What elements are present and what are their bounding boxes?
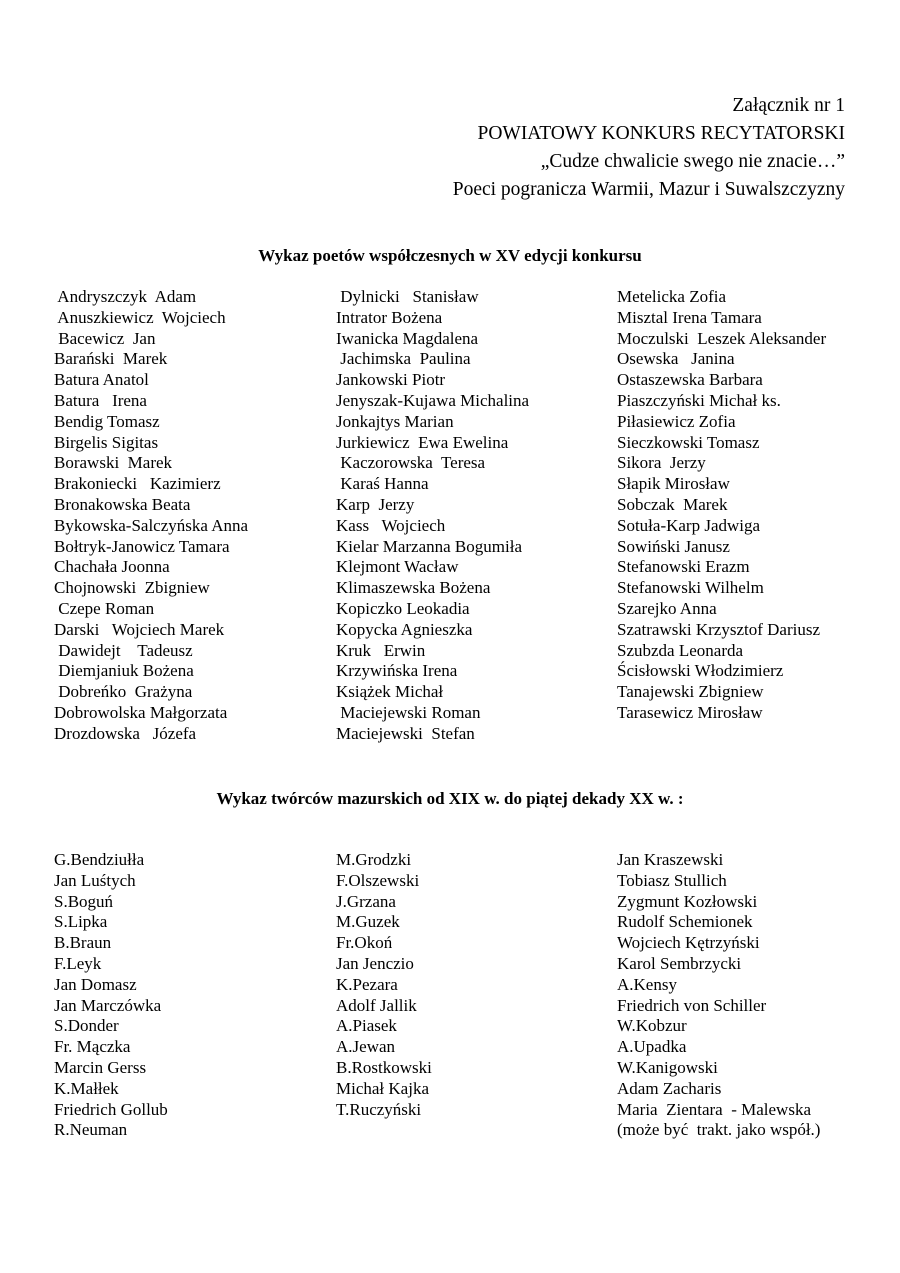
- contest-motto: „Cudze chwalicie swego nie znacie…”: [540, 151, 845, 172]
- name-list-item: Friedrich von Schiller: [617, 995, 767, 1015]
- name-list-item: J.Grzana: [336, 891, 396, 911]
- name-list-item: R.Neuman: [54, 1120, 128, 1140]
- masurian-authors-column-3: [617, 850, 820, 1141]
- name-list-item: F.Leyk: [54, 953, 102, 973]
- name-list-item: Zygmunt Kozłowski: [617, 891, 758, 911]
- name-list-item: Andryszczyk Adam: [54, 287, 197, 306]
- name-list-item: Sobczak Marek: [617, 494, 728, 514]
- name-list-item: Misztal Irena Tamara: [617, 307, 762, 327]
- name-list-item: Kielar Marzanna Bogumiła: [336, 536, 522, 556]
- name-list-item: Osewska Janina: [617, 349, 735, 369]
- name-list-item: Piłasiewicz Zofia: [617, 411, 736, 431]
- name-list-item: Stefanowski Erazm: [617, 557, 750, 577]
- document-header: [453, 92, 845, 204]
- name-list-item: W.Kanigowski: [617, 1057, 718, 1077]
- name-list-item: Tarasewicz Mirosław: [617, 702, 763, 722]
- name-list-item: A.Piasek: [336, 1016, 397, 1036]
- name-list-item: Adam Zacharis: [617, 1078, 722, 1098]
- name-list-item: Sieczkowski Tomasz: [617, 432, 760, 452]
- name-list-item: Bacewicz Jan: [54, 328, 156, 348]
- name-list-item: Książek Michał: [336, 682, 444, 702]
- name-list-item: Jenyszak-Kujawa Michalina: [336, 390, 530, 410]
- name-list-item: Kopycka Agnieszka: [336, 619, 473, 639]
- name-list-item: Szatrawski Krzysztof Dariusz: [617, 619, 820, 639]
- contemporary-poets-column-3: [617, 287, 826, 724]
- name-list-item: Jan Luśtych: [54, 870, 136, 890]
- name-list-item: Metelicka Zofia: [617, 287, 727, 306]
- name-list-item: Jankowski Piotr: [336, 370, 446, 390]
- name-list-item: Klimaszewska Bożena: [336, 578, 491, 598]
- name-list-item: Karp Jerzy: [336, 494, 415, 514]
- name-list-item: F.Olszewski: [336, 870, 420, 890]
- name-list-item: Dobrowolska Małgorzata: [54, 702, 228, 722]
- name-list-item: K.Małłek: [54, 1078, 119, 1098]
- contest-subtitle: Poeci pogranicza Warmii, Mazur i Suwalszczyzny: [452, 179, 845, 200]
- name-list-item: Wojciech Kętrzyński: [617, 933, 760, 953]
- name-list-item: Darski Wojciech Marek: [54, 619, 225, 639]
- name-list-item: Piaszczyński Michał ks.: [617, 390, 781, 410]
- name-list-item: A.Kensy: [617, 974, 677, 994]
- name-list-item: Ścisłowski Włodzimierz: [617, 661, 784, 681]
- masurian-authors-column-2: [336, 850, 432, 1120]
- name-list-item: Moczulski Leszek Aleksander: [617, 328, 827, 348]
- name-list-item: Karaś Hanna: [336, 474, 429, 494]
- name-list-item: Bołtryk-Janowicz Tamara: [54, 536, 230, 556]
- name-list-item: Anuszkiewicz Wojciech: [54, 307, 226, 327]
- name-list-item: Michał Kajka: [336, 1078, 429, 1098]
- name-list-item: Dylnicki Stanisław: [336, 287, 479, 306]
- name-list-item: Intrator Bożena: [336, 307, 443, 327]
- name-list-item: Słapik Mirosław: [617, 474, 730, 494]
- name-list-item: Dawidejt Tadeusz: [54, 640, 193, 660]
- name-list-item: Borawski Marek: [54, 453, 173, 473]
- name-list-item: Dobreńko Grażyna: [54, 682, 193, 702]
- name-list-item: Iwanicka Magdalena: [336, 328, 479, 348]
- name-list-item: Jan Kraszewski: [617, 850, 724, 869]
- masurian-authors-column-1: [54, 850, 168, 1141]
- name-list-item: Batura Anatol: [54, 370, 149, 390]
- name-list-item: M.Guzek: [336, 912, 400, 932]
- name-list-item: Chachała Joonna: [54, 557, 170, 577]
- name-list-item: Szarejko Anna: [617, 598, 717, 618]
- name-list-item: Karol Sembrzycki: [617, 953, 742, 973]
- name-list-item: Stefanowski Wilhelm: [617, 578, 764, 598]
- name-list-item: Tanajewski Zbigniew: [617, 682, 764, 702]
- name-list-item: Bronakowska Beata: [54, 494, 191, 514]
- name-list-item: S.Donder: [54, 1016, 119, 1036]
- name-list-item: Kopiczko Leokadia: [336, 598, 470, 618]
- masurian-authors-heading: Wykaz twórców mazurskich od XIX w. do piątej dekady XX w. :: [216, 789, 684, 808]
- name-list-item: Jan Jenczio: [336, 953, 414, 973]
- name-list-item: Drozdowska Józefa: [54, 723, 197, 743]
- contemporary-poets-column-2: [336, 287, 529, 745]
- name-list-item: A.Jewan: [336, 1037, 396, 1057]
- name-list-item: M.Grodzki: [336, 850, 412, 869]
- name-list-item: Krzywińska Irena: [336, 661, 458, 681]
- name-list-item: B.Rostkowski: [336, 1057, 432, 1077]
- name-list-item: Friedrich Gollub: [54, 1099, 168, 1119]
- contest-title: POWIATOWY KONKURS RECYTATORSKI: [477, 123, 845, 144]
- name-list-item: A.Upadka: [617, 1037, 687, 1057]
- name-list-item: T.Ruczyński: [336, 1099, 422, 1119]
- name-list-item: Sowiński Janusz: [617, 536, 730, 556]
- name-list-item: Klejmont Wacław: [336, 557, 459, 577]
- name-list-item: Kaczorowska Teresa: [336, 453, 486, 473]
- name-list-item: Birgelis Sigitas: [54, 432, 159, 452]
- name-list-item: Adolf Jallik: [336, 995, 417, 1015]
- name-list-item: Kass Wojciech: [336, 515, 446, 535]
- contemporary-poets-heading: Wykaz poetów współczesnych w XV edycji konkursu: [258, 246, 642, 265]
- name-list-item: Batura Irena: [54, 390, 147, 410]
- name-list-item: Barański Marek: [54, 349, 168, 369]
- name-list-item: G.Bendziułła: [54, 850, 145, 869]
- name-list-item: Szubzda Leonarda: [617, 640, 744, 660]
- contemporary-poets-column-1: [54, 287, 248, 745]
- name-list-item: Jurkiewicz Ewa Ewelina: [336, 432, 509, 452]
- name-list-item: Kruk Erwin: [336, 640, 426, 660]
- name-list-item: Ostaszewska Barbara: [617, 370, 763, 390]
- name-list-item: Maria Zientara - Malewska: [617, 1099, 811, 1119]
- name-list-item: S.Boguń: [54, 891, 114, 911]
- name-list-item: Brakoniecki Kazimierz: [54, 474, 221, 494]
- name-list-item: Sikora Jerzy: [617, 453, 706, 473]
- name-list-item: Jachimska Paulina: [336, 349, 471, 369]
- name-list-item: W.Kobzur: [617, 1016, 687, 1036]
- name-list-item: Rudolf Schemionek: [617, 912, 753, 932]
- name-list-item: Czepe Roman: [54, 598, 155, 618]
- name-list-item: Marcin Gerss: [54, 1057, 147, 1077]
- name-list-item: Tobiasz Stullich: [617, 870, 727, 890]
- name-list-item: Bykowska-Salczyńska Anna: [54, 515, 249, 535]
- name-list-item: Sotuła-Karp Jadwiga: [617, 515, 761, 535]
- name-list-item: Maciejewski Stefan: [336, 723, 475, 743]
- name-list-item: Maciejewski Roman: [336, 702, 481, 722]
- name-list-item: Diemjaniuk Bożena: [54, 661, 194, 681]
- name-list-item: S.Lipka: [54, 912, 108, 932]
- name-list-item: Chojnowski Zbigniew: [54, 578, 210, 598]
- name-list-item: Jan Domasz: [54, 974, 137, 994]
- name-list-item: Bendig Tomasz: [54, 411, 160, 431]
- attachment-label: Załącznik nr 1: [732, 95, 845, 116]
- name-list-item: Jan Marczówka: [54, 995, 162, 1015]
- name-list-item: Fr.Okoń: [336, 933, 393, 953]
- name-list-item: Jonkajtys Marian: [336, 411, 454, 431]
- name-list-item: Fr. Mączka: [54, 1037, 131, 1057]
- name-list-item: B.Braun: [54, 933, 112, 953]
- name-list-item: K.Pezara: [336, 974, 398, 994]
- name-list-item: (może być trakt. jako współ.): [617, 1120, 821, 1140]
